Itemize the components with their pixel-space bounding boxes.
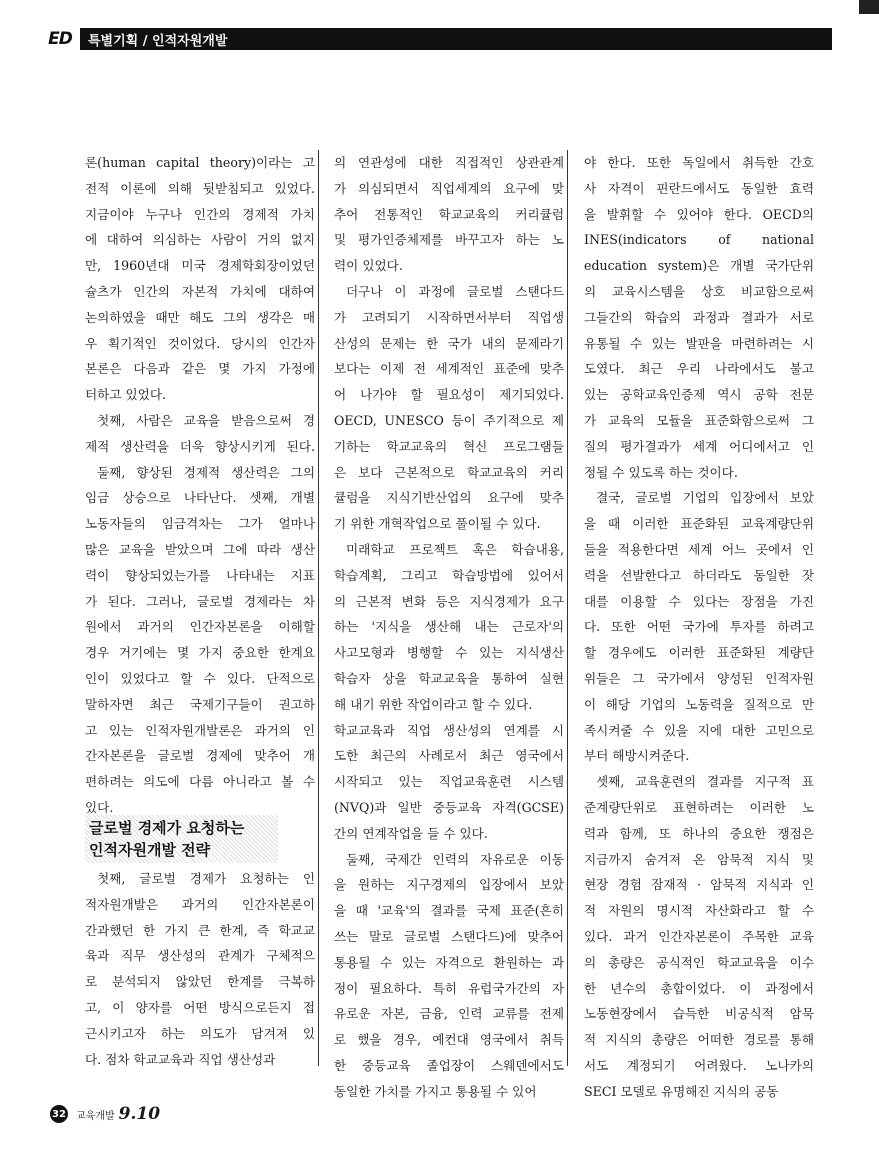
text-line: 미래학교 프로젝트 혹은 학습내용, [346,541,564,557]
text-line: 은 보다 근본적으로 학교교육의 커리 [334,464,564,480]
text-line: 둘째, 향상된 경제적 생산력은 그의 [97,464,315,480]
text-line: education system)은 개별 국가단위 [584,258,814,274]
text-line: 말하자면 최근 국제기구들이 권고하 [85,696,315,712]
text-line: 첫째, 글로벌 경제가 요청하는 인 [97,871,315,886]
text-line: 보다는 이제 전 세계적인 표준에 맞추 [334,361,564,377]
text-line: 및 평가인증체제를 바꾸고자 하는 노 [334,232,564,248]
text-line: 력과 함께, 또 하나의 중요한 쟁점은 [584,825,814,841]
text-line: 을 때 '교육'의 결과를 국제 표준(흔히 [334,903,564,919]
text-line: 첫째, 사람은 교육을 받음으로써 경 [97,412,315,428]
section-title: 특별기획 / 인적자원개발 [88,33,228,49]
text-line: 력을 선발한다고 하더라도 동일한 잣 [584,567,814,583]
text-line: 기하는 학교교육의 혁신 프로그램들 [334,438,564,454]
page-number: 32 [50,1105,68,1123]
text-line: 유통될 수 있는 발판을 마련하려는 시 [584,335,814,351]
text-line: 유로운 자본, 금융, 인력 교류를 전제 [334,1006,564,1022]
text-line: 의 교육시스템을 상호 비교함으로써 [584,283,814,299]
text-line: 그들간의 학습의 과정과 결과가 서로 [584,309,814,325]
text-line: 논의하였을 때만 해도 그의 생각은 매 [85,309,315,325]
text-line: 산성의 문제는 한 국가 내의 문제라기 [334,335,564,351]
text-line: 간과했던 한 가지 큰 한계, 즉 학교교 [85,922,315,938]
text-line: 결국, 글로벌 기업의 입장에서 보았 [596,490,814,506]
magazine-name: 교육개발 [76,1110,115,1122]
text-line: 지금까지 숨겨져 온 암묵적 지식 및 [584,851,814,867]
text-line: 인이 있었다고 할 수 있다. 단적으로 [85,670,315,686]
text-line: 가 교육의 모듈을 표준화함으로써 그 [584,412,814,428]
text-line: 가 고려되기 시작하면서부터 직업생 [334,309,564,325]
text-line: 들을 적용한다면 세계 어느 곳에서 인 [584,541,814,557]
text-line: 만, 1960년대 미국 경제학회장이었던 [85,258,315,274]
text-column-3 [584,150,814,1104]
text-line: 대를 이용할 수 있다는 장점을 가진 [584,593,814,609]
text-line: 통용될 수 있는 자격으로 환원하는 과 [334,954,564,970]
text-line: 편하려는 의도에 다름 아니라고 볼 수 [85,774,315,790]
text-column-1-top [85,150,315,821]
text-line: 질의 평가결과가 세계 어디에서고 인 [584,438,814,454]
text-line: 근시키고자 하는 의도가 담겨져 있 [85,1025,315,1041]
text-line: OECD, UNESCO 등이 주기적으로 제 [334,412,564,428]
text-line: 을 때 이러한 표준화된 교육계량단위 [584,516,814,532]
text-line: 력이 있었다. [334,258,403,274]
text-line: 다. 점차 학교교육과 직업 생산성과 [85,1051,276,1067]
text-line: 터하고 있었다. [85,387,166,403]
text-line: 야 한다. 또한 독일에서 취득한 간호 [584,155,814,170]
text-line: 어 나가야 할 필요성이 제기되었다. [334,387,564,403]
text-line: 론(human capital theory)이라는 고 [85,155,315,170]
text-line: 할 경우에도 이러한 표준화된 계량단 [584,645,814,661]
column-divider [318,150,319,1066]
text-line: 본론은 다음과 같은 몇 가지 가정에 [85,361,315,377]
text-line: 노동자들의 임금격차는 그가 얼마나 [85,516,315,532]
text-line: 있다. [85,799,114,815]
text-line: 준계량단위로 표현하려는 이러한 노 [584,799,814,815]
text-line: 사고모형과 병행할 수 있는 지식생산 [334,645,564,661]
text-line: 의 총량은 공식적인 학교교육을 이수 [584,954,814,970]
section-heading-line: 인적자원개발 전략 [89,841,211,859]
text-line: 족시켜줄 수 있을 지에 대한 고민으로 [584,722,814,738]
text-column-1-bottom [85,866,315,1072]
text-line: 적 지식의 총량은 어떠한 경로를 통해 [584,1032,814,1048]
text-line: INES(indicators of national [584,232,814,248]
text-line: 력이 향상되었는가를 나타내는 지표 [85,567,315,583]
text-line: 도한 최근의 사례로서 최근 영국에서 [334,748,564,764]
text-column-2 [334,150,564,1104]
text-line: 우 획기적인 것이었다. 당시의 인간자 [85,335,315,351]
text-line: 적 자원의 명시적 자산화라고 할 수 [584,903,814,919]
text-line: 을 발휘할 수 있어야 한다. OECD의 [584,206,814,222]
text-line: 해 내기 위한 작업이라고 할 수 있다. [334,696,533,712]
text-line: (NVQ)과 일반 중등교육 자격(GCSE) [334,799,564,815]
text-line: 고 있는 인적자원개발론은 과거의 인 [85,722,315,738]
text-line: 지금이야 누구나 인간의 경제적 가치 [85,206,315,222]
text-line: 로 분석되지 않았던 한계를 극복하 [85,974,315,990]
text-line: 노동현장에서 습득한 비공식적 암묵 [584,1006,814,1022]
text-line: 있다. 과거 인간자본론이 주목한 교육 [584,928,814,944]
text-line: 동일한 가치를 가지고 통용될 수 있어 [334,1083,537,1099]
text-line: 시작되고 있는 직업교육훈련 시스템 [334,774,564,790]
text-line: 가 된다. 그러나, 글로벌 경제라는 차 [85,593,315,609]
section-heading-line: 글로벌 경제가 요청하는 [89,819,245,837]
text-line: 학교교육과 직업 생산성의 연계를 시 [334,722,564,738]
text-line: 전적 이론에 의해 뒷받침되고 있었다. [85,180,315,196]
text-line: 서도 계정되기 어려웠다. 노나카의 [584,1057,814,1073]
text-line: 임금 상승으로 나타난다. 셋째, 개별 [85,490,315,506]
text-line: 학습자 상을 학교교육을 통하여 실현 [334,670,564,686]
text-line: 학습계획, 그리고 학습방법에 있어서 [334,567,564,583]
page-corner-mark [859,0,879,14]
text-line: 하는 '지식을 생산해 내는 근로자'의 [334,619,564,635]
text-line: 의 연관성에 대한 직접적인 상관관계 [334,155,564,170]
text-line: 다. 또한 어떤 국가에 투자를 하려고 [584,619,814,635]
text-line: 원에서 과거의 인간자본론을 이해할 [85,619,315,635]
section-header-bar [42,28,832,50]
text-line: 추어 전통적인 학교교육의 커리큘럼 [334,206,564,222]
text-line: 기 위한 개혁작업으로 풀이될 수 있다. [334,516,541,532]
text-line: 에 대하여 의심하는 사람이 거의 없지 [85,232,315,248]
text-line: 둘째, 국제간 인력의 자유로운 이동 [346,851,564,867]
text-line: 로 했을 경우, 예컨대 영국에서 취득 [334,1032,564,1048]
text-line: 위들은 그 국가에서 양성된 인적자원 [584,670,814,686]
text-line: 의 근본적 변화 등은 지식경제가 요구 [334,593,564,609]
page-footer [50,1104,160,1124]
text-line: 제적 생산력을 더욱 향상시키게 된다. [85,438,315,454]
text-line: 간자본론을 글로벌 경제에 맞추어 개 [85,748,315,764]
text-line: 더구나 이 과정에 글로벌 스탠다드 [346,283,564,299]
text-line: 고, 이 양자를 어떤 방식으로든지 접 [85,999,315,1015]
text-line: 을 원하는 지구경제의 입장에서 보았 [334,877,564,893]
text-line: 셋째, 교육훈련의 결과를 지구적 표 [596,774,814,790]
text-line: 쓰는 말로 글로벌 스탠다드)에 맞추어 [334,928,564,944]
text-line: 많은 교육을 받았으며 그에 따라 생산 [85,541,315,557]
text-line: 가 의심되면서 직업세계의 요구에 맞 [334,180,564,196]
text-line: 이 해당 기업의 노동력을 질적으로 만 [584,696,814,712]
text-line: 있는 공학교육인증제 역시 공학 전문 [584,387,814,403]
text-line: 도였다. 최근 우리 나라에서도 불고 [584,361,814,377]
text-line: 정이 필요하다. 특히 유럽국가간의 자 [334,980,564,996]
text-line: 사 자격이 핀란드에서도 동일한 효력 [584,180,814,196]
text-line: 슐츠가 인간의 자본적 가치에 대하여 [85,283,315,299]
text-line: 정될 수 있도록 하는 것이다. [584,464,738,480]
text-line: 큘럼을 지식기반산업의 요구에 맞추 [334,490,564,506]
magazine-logo: ED [40,28,80,50]
text-line: 한 중등교육 졸업장이 스웨덴에서도 [334,1057,564,1073]
text-line: 경우 거기에는 몇 가지 중요한 한계요 [85,645,315,661]
text-line: SECI 모델로 유명해진 지식의 공동 [584,1083,779,1099]
issue-number: 9.10 [118,1104,161,1124]
text-line: 부터 해방시켜준다. [584,748,690,764]
column-divider [567,150,568,1066]
text-line: 한 년수의 총합이었다. 이 과정에서 [584,980,814,996]
text-line: 육과 직무 생산성의 관계가 구체적으 [85,948,315,964]
section-heading [85,815,278,863]
text-line: 간의 연계작업을 들 수 있다. [334,825,488,841]
text-line: 현장 경험 잠재적 · 암묵적 지식과 인 [584,877,814,893]
text-line: 적자원개발은 과거의 인간자본론이 [85,896,315,912]
